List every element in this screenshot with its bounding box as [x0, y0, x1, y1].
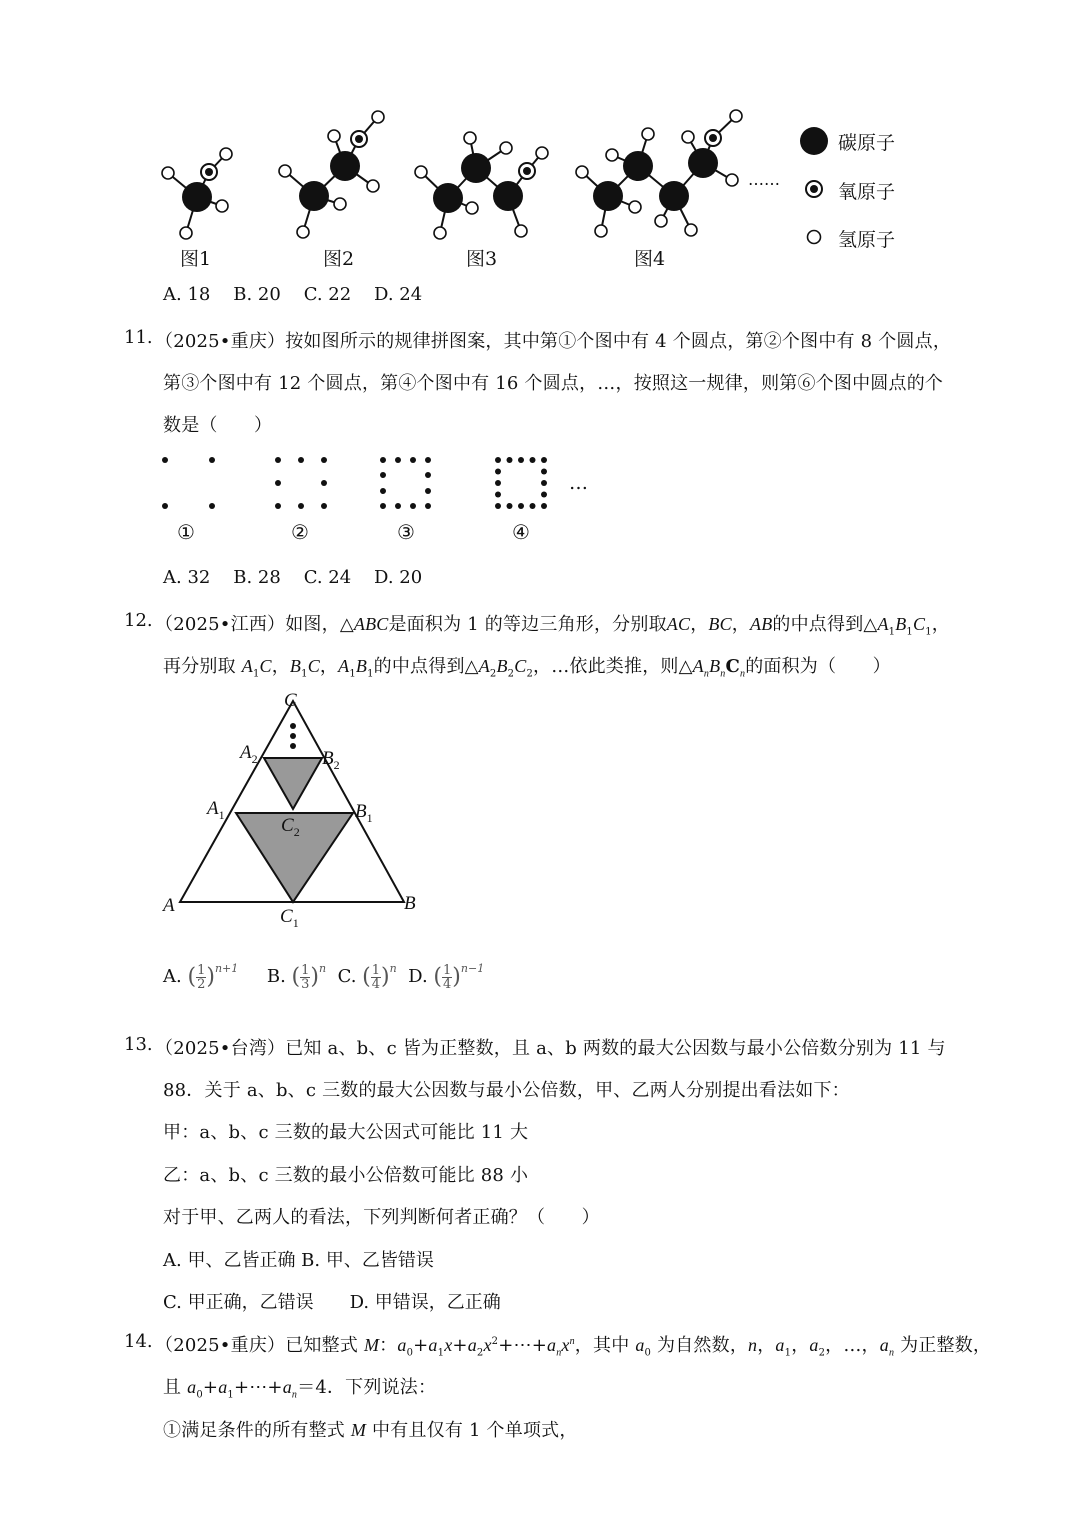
q12-options: A. ( $\frac{1}{2}$ )$^{n+1}$ B. ( $\frac{1}{3}$ )$^n$ C. ( $\frac{1}{4}$ )$^n$ D. ( $\frac{1}{4}$ )$^{n-1}$: [163, 962, 485, 992]
dot-pattern-figure: [150, 450, 600, 520]
label-A1: $A_1$: [207, 798, 225, 822]
dot-label-1: ①: [177, 520, 195, 544]
label-A: A: [163, 895, 175, 916]
hydrogen-atom-icon: [808, 231, 821, 244]
label-A2: $A_2$: [240, 742, 258, 766]
q12-line1: （2025•江西）如图，△ABC是面积为 1 的等边三角形，分别取AC，BC，AB的中点得到$\triangle A_1B_1C_1$，: [155, 614, 950, 638]
molecule-figure: [0, 0, 1080, 280]
oxygen-atom-icon: [806, 181, 822, 197]
q13-options-row1: A. 甲、乙皆正确 B. 甲、乙皆错误: [163, 1250, 434, 1271]
dot-label-3: ③: [397, 520, 415, 544]
fig-label-4: 图4: [634, 248, 666, 270]
label-B: B: [404, 893, 416, 914]
label-C2: $C_2$: [281, 815, 300, 839]
dot-ellipsis: …: [569, 472, 588, 494]
q11-number: 11.: [124, 327, 153, 348]
label-B1: $B_1$: [355, 801, 373, 825]
q12-line2: 再分别取 $A_1C$，$B_1C$，$A_1B_1$的中点得到$\triangle A_2B_2C_2$，…依此类推，则$\triangle A_nB_nC_n$的面积为（ ）: [163, 656, 891, 680]
q13-number: 13.: [124, 1034, 153, 1055]
label-C: C: [284, 690, 297, 711]
q11-options: A. 32 B. 28 C. 24 D. 20: [163, 567, 423, 588]
fig-label-3: 图3: [466, 248, 498, 270]
label-C1: $C_1$: [280, 906, 299, 930]
q13-line1: （2025•台湾）已知 a、b、c 皆为正整数，且 a、b 两数的最大公因数与最小公倍数分别为 11 与: [155, 1038, 946, 1059]
molecule-ellipsis: ……: [748, 170, 780, 189]
q11-line3: 数是（ ）: [163, 415, 273, 436]
q14-line3: ①满足条件的所有整式 M 中有且仅有 1 个单项式，: [163, 1420, 578, 1441]
carbon-atom-icon: [800, 127, 828, 155]
fig-label-1: 图1: [180, 248, 212, 270]
q13-line3: 甲：a、b、c 三数的最大公因式可能比 11 大: [163, 1122, 529, 1143]
q10-options: A. 18 B. 20 C. 22 D. 24: [163, 284, 423, 305]
dot-label-2: ②: [291, 520, 309, 544]
legend-hydrogen: 氢原子: [838, 229, 896, 251]
q13-line5: 对于甲、乙两人的看法，下列判断何者正确？（ ）: [163, 1207, 600, 1228]
label-B2: $B_2$: [322, 748, 340, 772]
q12-number: 12.: [124, 610, 153, 631]
q14-line1: （2025•重庆）已知整式 M：$a_0+a_1x+a_2x^2+\cdots+a_nx^n$，其中 $a_0$ 为自然数，n，$a_1$，$a_2$，…，$a_n$ 为正整数，: [155, 1335, 992, 1359]
q14-number: 14.: [124, 1331, 153, 1352]
q11-line1: （2025•重庆）按如图所示的规律拼图案，其中第①个图中有 4 个圆点，第②个图中有 8 个圆点，: [155, 331, 952, 352]
legend-oxygen: 氧原子: [838, 181, 896, 203]
q13-options-row2: C. 甲正确，乙错误 D. 甲错误，乙正确: [163, 1292, 501, 1313]
fig-label-2: 图2: [323, 248, 355, 270]
q14-line2: 且 $a_0+a_1+\cdots+a_n=4$．下列说法：: [163, 1377, 437, 1401]
q13-line4: 乙：a、b、c 三数的最小公倍数可能比 88 小: [163, 1165, 529, 1186]
legend-carbon: 碳原子: [838, 132, 896, 154]
q11-line2: 第③个图中有 12 个圆点，第④个图中有 16 个圆点，…，按照这一规律，则第⑥个图中圆点的个: [163, 373, 944, 394]
dot-label-4: ④: [512, 520, 530, 544]
q13-line2: 88．关于 a、b、c 三数的最大公因数与最小公倍数，甲、乙两人分别提出看法如下：: [163, 1080, 850, 1101]
